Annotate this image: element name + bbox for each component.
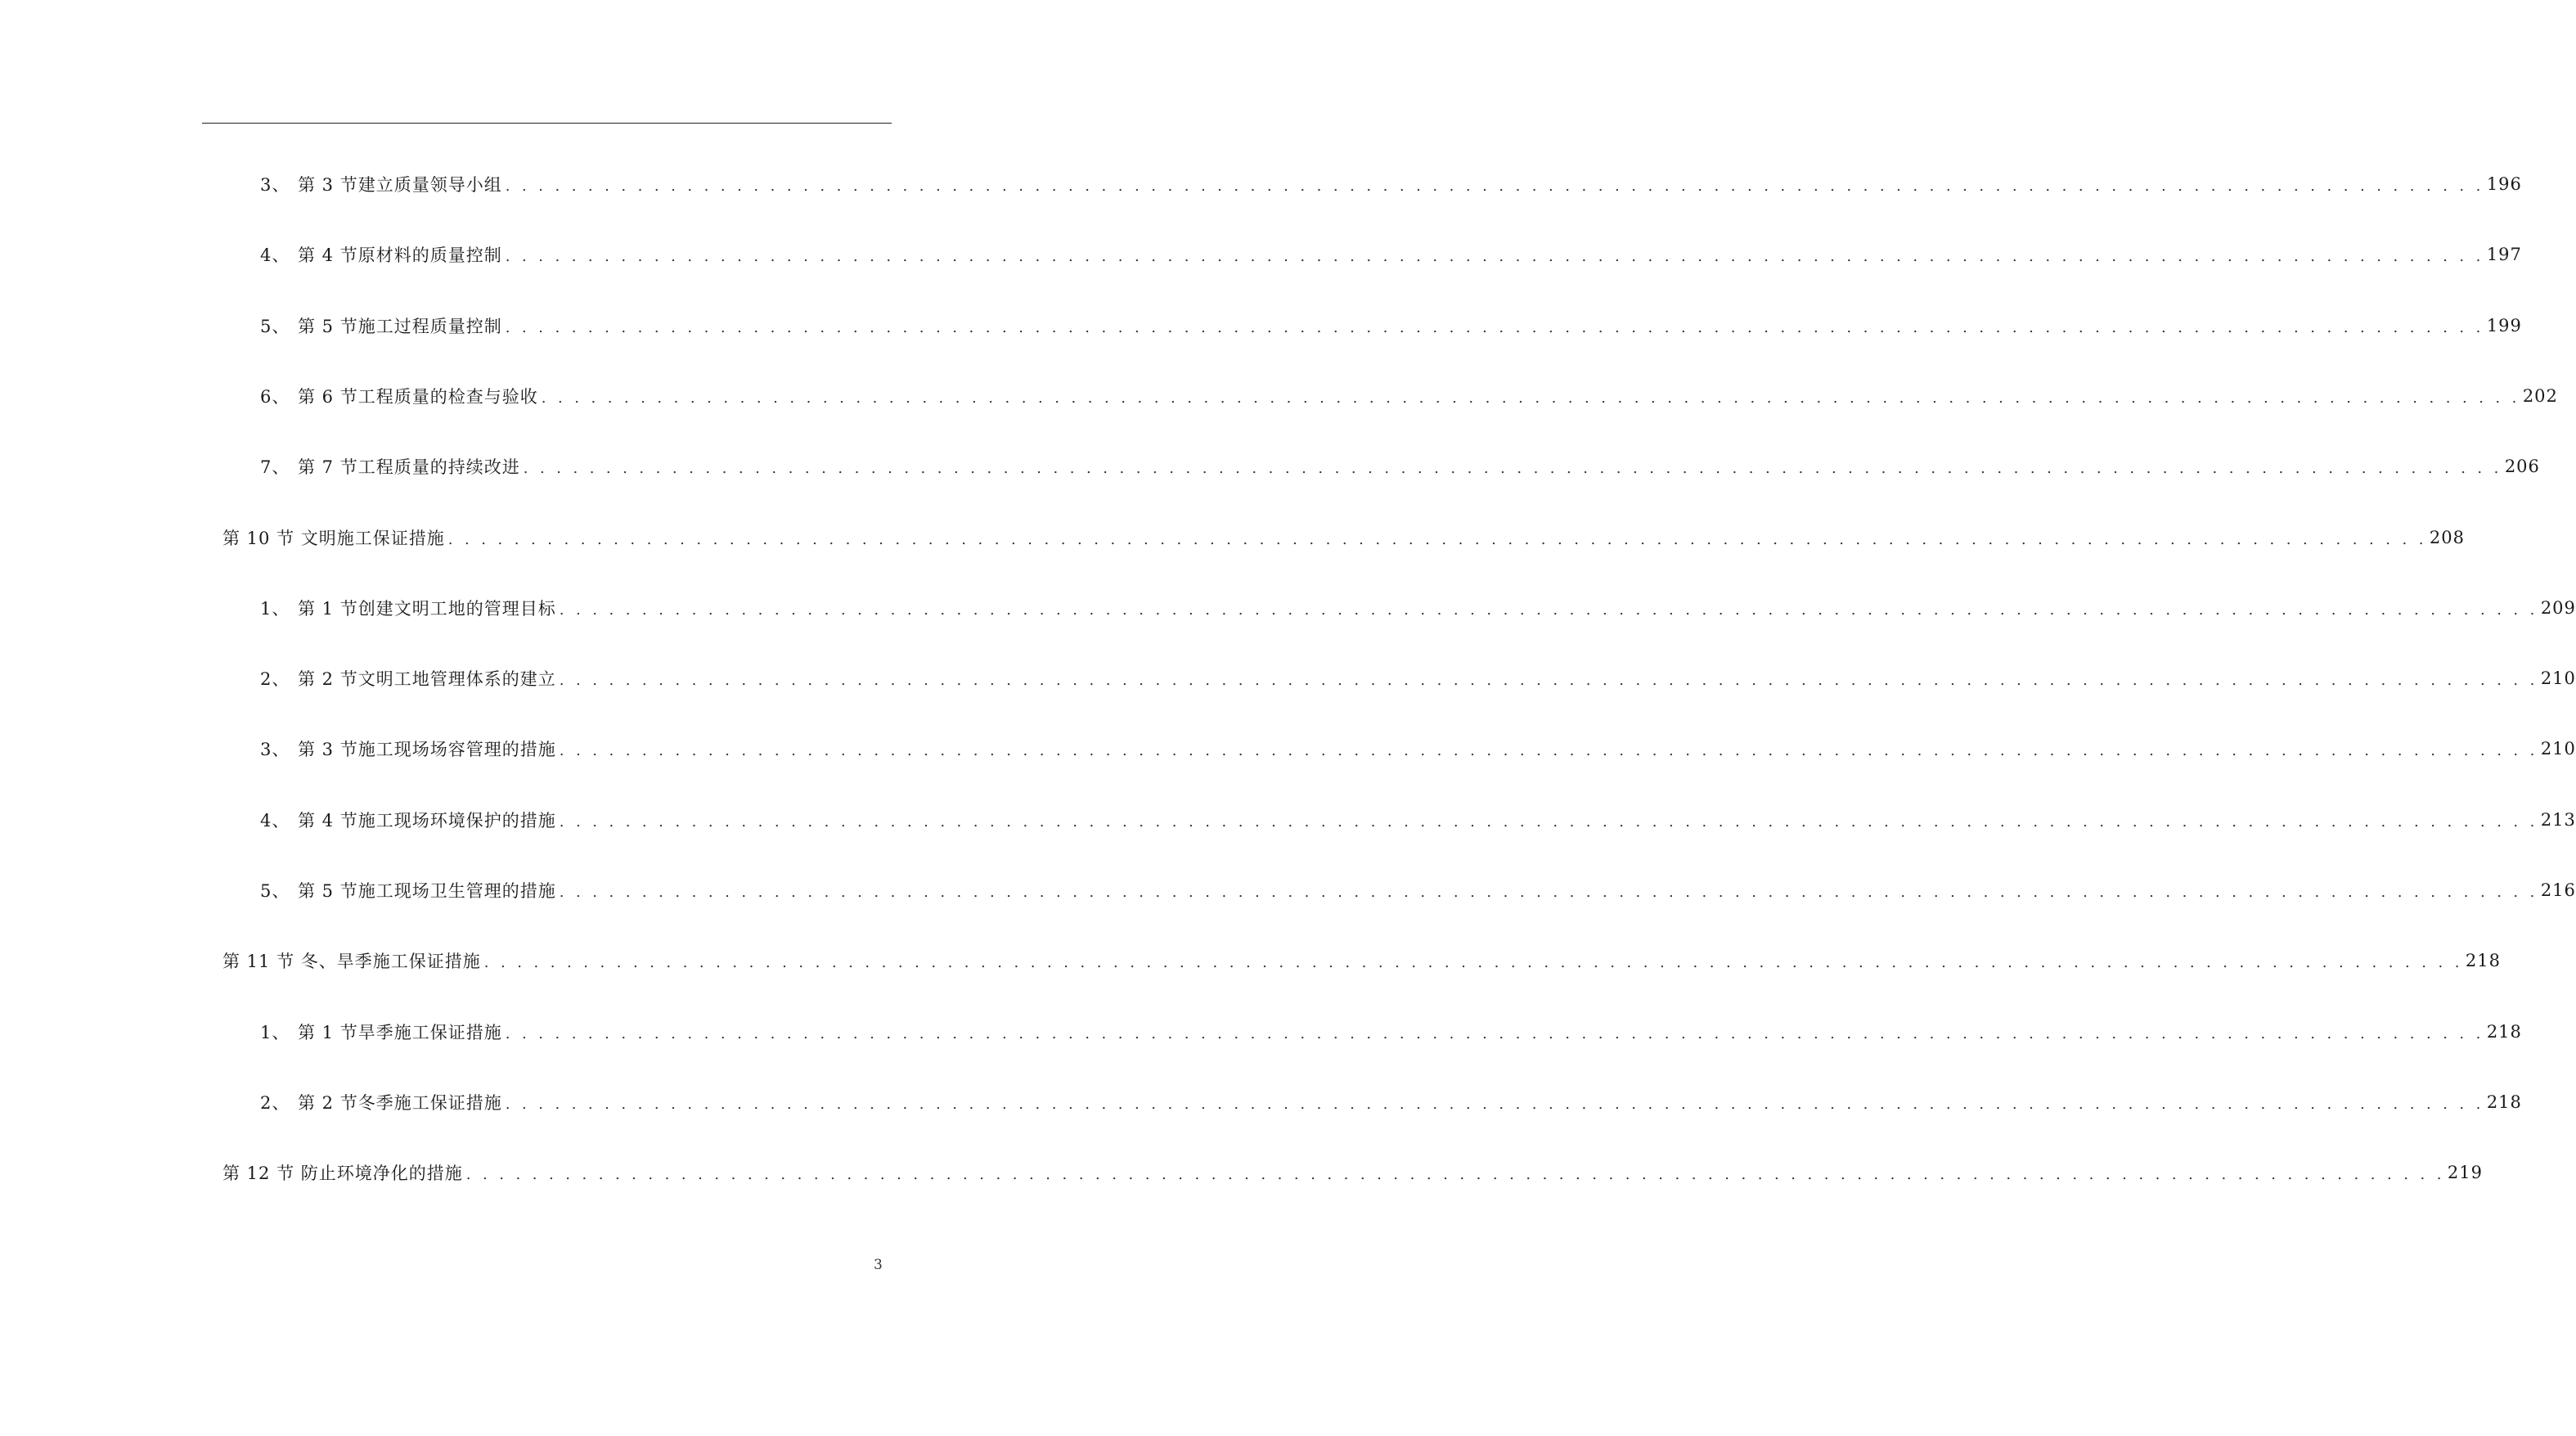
toc-entry-number: 6、	[260, 387, 290, 407]
toc-entry[interactable]	[223, 521, 2465, 554]
toc-entry-title: 第 10 节 文明施工保证措施	[223, 529, 445, 548]
toc-entry-title: 第 3 节建立质量领导小组	[298, 175, 502, 195]
toc-entry[interactable]	[260, 238, 2522, 271]
toc-entry-page: 218	[2486, 1092, 2522, 1112]
dot-leader: . . . . . . . . . . . . . . . . . . . . . . . . . . . . . . . . . . . . . . . . . . . . . . . . . . . . . . . . . . . . . . . . . . . . . . . . . . . . . . . . . . . . . . . . . . . . . . . . . . . . . . . . . . . . . . . . . . . . . . . .	[523, 459, 2502, 477]
toc-entry-number: 7、	[260, 457, 290, 477]
dot-leader: . . . . . . . . . . . . . . . . . . . . . . . . . . . . . . . . . . . . . . . . . . . . . . . . . . . . . . . . . . . . . . . . . . . . . . . . . . . . . . . . . . . . . . . . . . . . . . . . . . . . . . . . . . . . . . . . . . . . . . . .	[559, 741, 2538, 759]
dot-leader: . . . . . . . . . . . . . . . . . . . . . . . . . . . . . . . . . . . . . . . . . . . . . . . . . . . . . . . . . . . . . . . . . . . . . . . . . . . . . . . . . . . . . . . . . . . . . . . . . . . . . . . . . . . . . . . . . . . . . . . .	[505, 1024, 2484, 1042]
toc-entry[interactable]	[260, 380, 2558, 412]
toc-entry-title: 第 2 节文明工地管理体系的建立	[298, 669, 556, 689]
toc-entry-page: 197	[2486, 245, 2522, 264]
toc-entry-number: 2、	[260, 669, 290, 689]
toc-entry-number: 3、	[260, 740, 290, 759]
toc-entry-page: 202	[2522, 386, 2558, 406]
dot-leader: . . . . . . . . . . . . . . . . . . . . . . . . . . . . . . . . . . . . . . . . . . . . . . . . . . . . . . . . . . . . . . . . . . . . . . . . . . . . . . . . . . . . . . . . . . . . . . . . . . . . . . . . . . . . . . . . . . . . . . . .	[559, 883, 2538, 901]
toc-entry[interactable]	[260, 450, 2540, 483]
toc-entry-page: 199	[2486, 316, 2522, 335]
toc-entry-title: 第 1 节旱季施工保证措施	[298, 1023, 502, 1042]
toc-entry-page: 218	[2465, 951, 2501, 970]
toc-entry[interactable]	[260, 309, 2522, 342]
toc-entry-page: 196	[2486, 174, 2522, 194]
dot-leader: . . . . . . . . . . . . . . . . . . . . . . . . . . . . . . . . . . . . . . . . . . . . . . . . . . . . . . . . . . . . . . . . . . . . . . . . . . . . . . . . . . . . . . . . . . . . . . . . . . . . . . . . . . . . . . . . . . . . . . . .	[447, 530, 2427, 548]
toc-entry[interactable]	[223, 944, 2501, 977]
toc-entry-title: 第 7 节工程质量的持续改进	[298, 457, 520, 477]
toc-entry-number: 5、	[260, 881, 290, 901]
dot-leader: . . . . . . . . . . . . . . . . . . . . . . . . . . . . . . . . . . . . . . . . . . . . . . . . . . . . . . . . . . . . . . . . . . . . . . . . . . . . . . . . . . . . . . . . . . . . . . . . . . . . . . . . . . . . . . . . . . . . . . . .	[505, 177, 2484, 195]
dot-leader: . . . . . . . . . . . . . . . . . . . . . . . . . . . . . . . . . . . . . . . . . . . . . . . . . . . . . . . . . . . . . . . . . . . . . . . . . . . . . . . . . . . . . . . . . . . . . . . . . . . . . . . . . . . . . . . . . . . . . . . .	[541, 389, 2520, 407]
toc-entry-number: 4、	[260, 811, 290, 831]
toc-entry-title: 第 3 节施工现场场容管理的措施	[298, 740, 556, 759]
toc-entry-title: 第 4 节施工现场环境保护的措施	[298, 811, 556, 831]
toc-entry-title: 第 11 节 冬、旱季施工保证措施	[223, 952, 481, 971]
toc-entry-page: 210	[2540, 668, 2576, 688]
toc-entry[interactable]	[260, 874, 2576, 907]
toc-entry-number: 5、	[260, 317, 290, 336]
toc-entry[interactable]	[260, 732, 2576, 765]
toc-entry-title: 第 2 节冬季施工保证措施	[298, 1093, 502, 1113]
toc-entry[interactable]	[260, 804, 2576, 836]
toc-entry-page: 218	[2486, 1022, 2522, 1042]
toc-entry-page: 208	[2429, 528, 2465, 547]
toc-entry-page: 206	[2504, 457, 2540, 476]
toc-entry[interactable]	[260, 662, 2576, 695]
dot-leader: . . . . . . . . . . . . . . . . . . . . . . . . . . . . . . . . . . . . . . . . . . . . . . . . . . . . . . . . . . . . . . . . . . . . . . . . . . . . . . . . . . . . . . . . . . . . . . . . . . . . . . . . . . . . . . . . . . . . . . . .	[505, 247, 2484, 265]
dot-leader: . . . . . . . . . . . . . . . . . . . . . . . . . . . . . . . . . . . . . . . . . . . . . . . . . . . . . . . . . . . . . . . . . . . . . . . . . . . . . . . . . . . . . . . . . . . . . . . . . . . . . . . . . . . . . . . . . . . . . . . .	[465, 1165, 2445, 1183]
toc-entry-page: 213	[2540, 810, 2576, 830]
toc-entry-title: 第 12 节 防止环境净化的措施	[223, 1164, 463, 1183]
toc-entry-number: 2、	[260, 1093, 290, 1113]
toc-entry-title: 第 1 节创建文明工地的管理目标	[298, 599, 556, 619]
dot-leader: . . . . . . . . . . . . . . . . . . . . . . . . . . . . . . . . . . . . . . . . . . . . . . . . . . . . . . . . . . . . . . . . . . . . . . . . . . . . . . . . . . . . . . . . . . . . . . . . . . . . . . . . . . . . . . . . . . . . . . . .	[505, 318, 2484, 336]
dot-leader: . . . . . . . . . . . . . . . . . . . . . . . . . . . . . . . . . . . . . . . . . . . . . . . . . . . . . . . . . . . . . . . . . . . . . . . . . . . . . . . . . . . . . . . . . . . . . . . . . . . . . . . . . . . . . . . . . . . . . . . .	[559, 671, 2538, 689]
toc-entry[interactable]	[260, 592, 2576, 624]
toc-entry-title: 第 4 节原材料的质量控制	[298, 245, 502, 265]
toc-entry-title: 第 6 节工程质量的检查与验收	[298, 387, 538, 407]
toc-entry-number: 3、	[260, 175, 290, 195]
page-number: 3	[874, 1257, 883, 1273]
toc-entry-title: 第 5 节施工过程质量控制	[298, 317, 502, 336]
toc-entry-number: 4、	[260, 245, 290, 265]
toc-entry-number: 1、	[260, 599, 290, 619]
toc-entry-page: 216	[2540, 880, 2576, 900]
toc-entry[interactable]	[223, 1156, 2483, 1189]
toc-entry-number: 1、	[260, 1023, 290, 1042]
toc-entry-page: 209	[2540, 598, 2576, 618]
toc-entry[interactable]	[260, 1015, 2522, 1048]
dot-leader: . . . . . . . . . . . . . . . . . . . . . . . . . . . . . . . . . . . . . . . . . . . . . . . . . . . . . . . . . . . . . . . . . . . . . . . . . . . . . . . . . . . . . . . . . . . . . . . . . . . . . . . . . . . . . . . . . . . . . . . .	[505, 1095, 2484, 1113]
toc-entry-page: 210	[2540, 739, 2576, 759]
toc-entry[interactable]	[260, 168, 2522, 200]
dot-leader: . . . . . . . . . . . . . . . . . . . . . . . . . . . . . . . . . . . . . . . . . . . . . . . . . . . . . . . . . . . . . . . . . . . . . . . . . . . . . . . . . . . . . . . . . . . . . . . . . . . . . . . . . . . . . . . . . . . . . . . .	[559, 813, 2538, 831]
dot-leader: . . . . . . . . . . . . . . . . . . . . . . . . . . . . . . . . . . . . . . . . . . . . . . . . . . . . . . . . . . . . . . . . . . . . . . . . . . . . . . . . . . . . . . . . . . . . . . . . . . . . . . . . . . . . . . . . . . . . . . . .	[559, 601, 2538, 619]
toc-entry-title: 第 5 节施工现场卫生管理的措施	[298, 881, 556, 901]
toc-entry[interactable]	[260, 1086, 2522, 1119]
toc-entry-page: 219	[2447, 1163, 2483, 1182]
dot-leader: . . . . . . . . . . . . . . . . . . . . . . . . . . . . . . . . . . . . . . . . . . . . . . . . . . . . . . . . . . . . . . . . . . . . . . . . . . . . . . . . . . . . . . . . . . . . . . . . . . . . . . . . . . . . . . . . . . . . . . . .	[483, 953, 2463, 971]
